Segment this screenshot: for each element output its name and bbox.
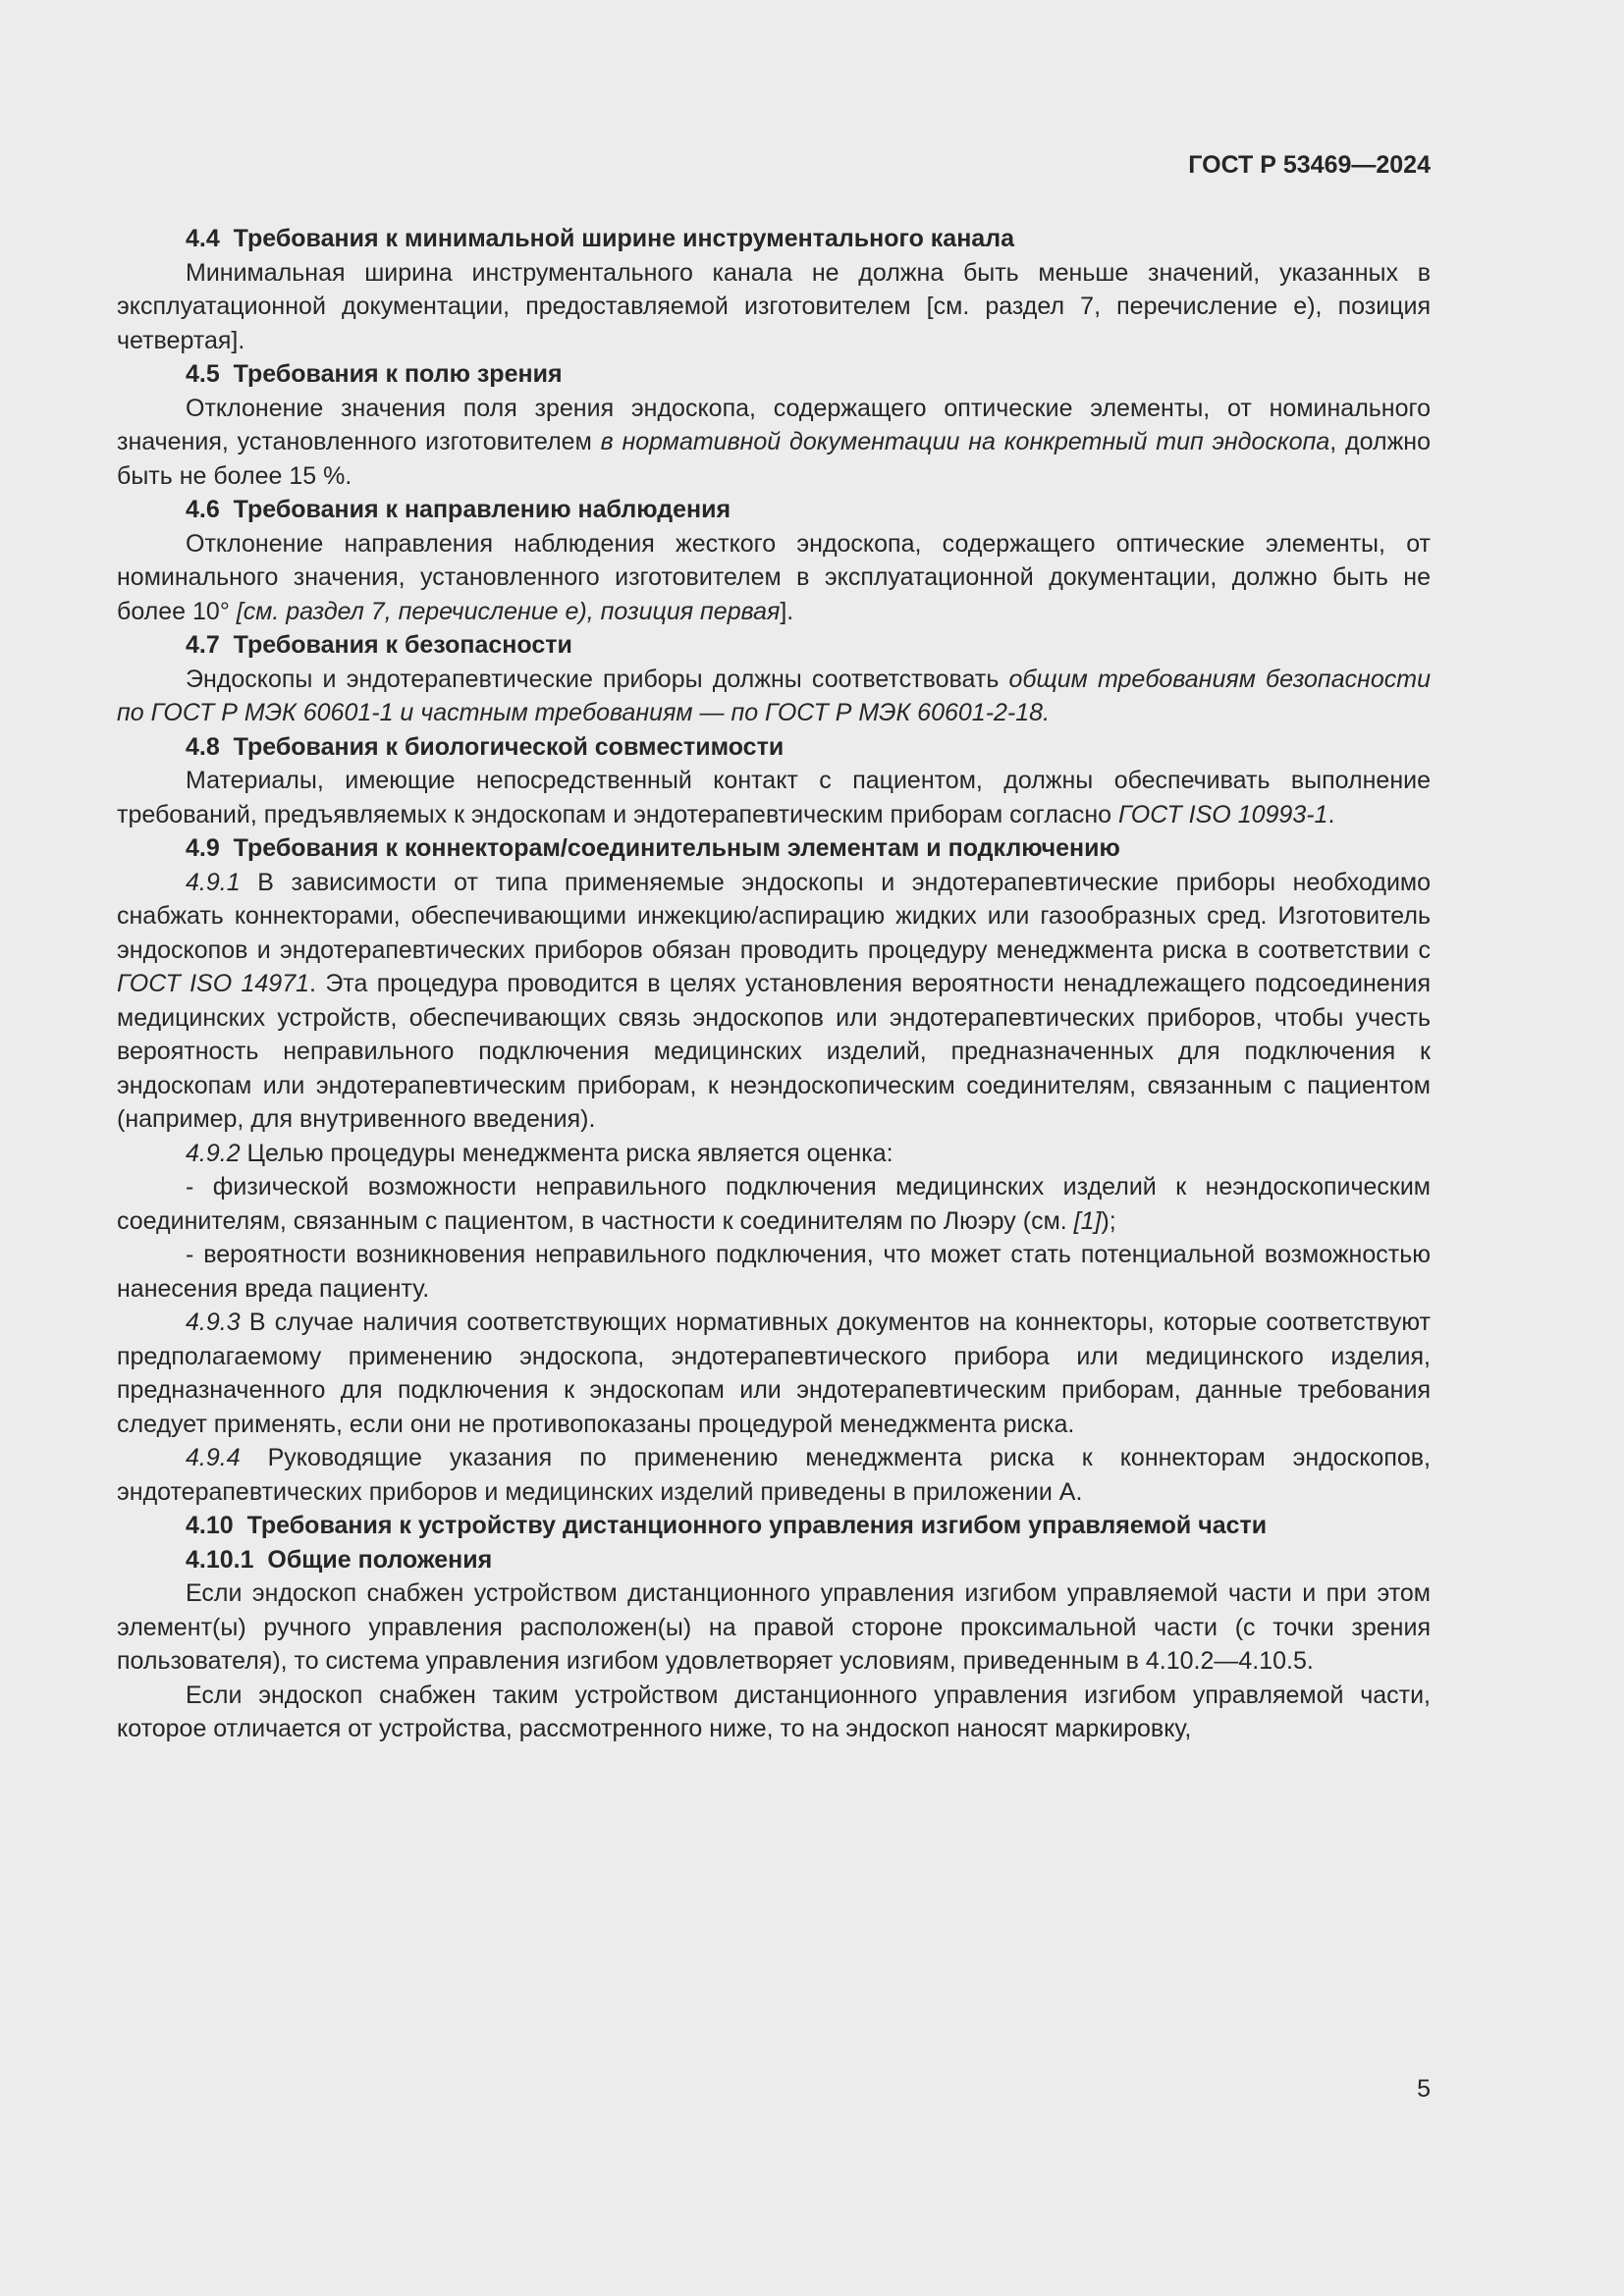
section-text-4-8 xyxy=(117,764,1431,831)
italic-text-run: ГОСТ ISO 10993-1 xyxy=(1118,800,1328,828)
clause-number: 4.9.3 xyxy=(186,1308,241,1336)
section-number: 4.4 xyxy=(186,225,220,252)
text-run: В зависимости от типа применяемые эндоскопы и эндотерапевтические приборы необходимо снабжать коннекторами, обеспечивающими инжекцию/аспирацию жидких или газообразных сред. Изготовитель эндоскопов и эндотерапевтических приборов обязан проводить процедуру менеджмента риска в соответствии с xyxy=(117,868,1431,964)
section-number: 4.10 xyxy=(186,1512,234,1539)
text-run: Материалы, имеющие непосредственный контакт с пациентом, должны обеспечивать выполнение требований, предъявляемых к эндоскопам и эндотерапевтическим приборам согласно xyxy=(117,767,1431,828)
text-run: Отклонение направления наблюдения жесткого эндоскопа, содержащего оптические элементы, от номинального значения, установленного изготовителем в эксплуатационной документации, должно быть не более 10° xyxy=(117,529,1431,625)
section-number: 4.5 xyxy=(186,360,220,388)
document-code: ГОСТ Р 53469—2024 xyxy=(1188,151,1431,179)
section-title: Требования к минимальной ширине инструментального канала xyxy=(233,225,1014,252)
section-text-4-6 xyxy=(117,527,1431,629)
section-text-4-4: Минимальная ширина инструментального канала не должна быть меньше значений, указанных в эксплуатационной документации, предоставляемой изготовителем [см. раздел 7, перечисление е), позиция четвертая]. xyxy=(117,258,1431,354)
text-run: . xyxy=(1327,800,1335,828)
section-title: Требования к безопасности xyxy=(233,631,572,659)
clause-number: 4.9.4 xyxy=(186,1444,241,1471)
section-heading-4-9 xyxy=(117,831,1431,866)
section-title: Требования к биологической совместимости xyxy=(233,732,785,761)
section-text-4-7 xyxy=(117,663,1431,730)
section-text-4-10-1-cont: Если эндоскоп снабжен таким устройством дистанционного управления изгибом управляемой части, которое отличается от устройства, рассмотренного ниже, то на эндоскоп наносят маркировку, xyxy=(117,1681,1431,1742)
section-heading-4-8 xyxy=(117,730,1431,765)
list-item xyxy=(117,1170,1431,1238)
page-number: 5 xyxy=(1417,2075,1431,2103)
list-item: - вероятности возникновения неправильного подключения, что может стать потенциальной возможностью нанесения вреда пациенту. xyxy=(117,1241,1431,1303)
italic-text-run: в нормативной документации на конкретный тип эндоскопа xyxy=(600,428,1330,455)
text-run: Руководящие указания по применению менеджмента риска к коннекторам эндоскопов, эндотерапевтических приборов и медицинских изделий приведены в приложении А. xyxy=(117,1444,1431,1506)
text-run: ]. xyxy=(780,597,794,625)
text-run: В случае наличия соответствующих нормативных документов на коннекторы, которые соответствуют предполагаемому применению эндоскопа, эндотерапевтического прибора или медицинского изделия, предназначенного для подключения к эндоскопам или эндотерапевтическим приборам, данные требования следует применять, если они не противопоказаны процедурой менеджмента риска. xyxy=(117,1308,1431,1438)
clause-4-9-1 xyxy=(117,866,1431,1137)
text-run: Эндоскопы и эндотерапевтические приборы должны соответствовать xyxy=(186,665,1009,693)
clause-4-9-4 xyxy=(117,1441,1431,1509)
clause-number: 4.9.2 xyxy=(186,1139,241,1167)
section-title: Требования к направлению наблюдения xyxy=(233,496,731,523)
text-run: Целью процедуры менеджмента риска является оценка: xyxy=(240,1139,893,1167)
section-heading-4-4 xyxy=(117,222,1431,256)
italic-text-run: ГОСТ ISO 14971 xyxy=(117,970,310,997)
section-number: 4.6 xyxy=(186,496,220,523)
section-title: Требования к полю зрения xyxy=(233,360,563,388)
clause-number: 4.9.1 xyxy=(186,868,241,896)
section-title: Требования к коннекторам/соединительным элементам и подключению xyxy=(233,834,1120,862)
section-heading-4-6 xyxy=(117,493,1431,527)
text-run: Отклонение значения поля зрения эндоскопа, содержащего оптические элементы, от номинального значения, установленного изготовителем xyxy=(117,394,1431,455)
document-body xyxy=(117,222,1431,1746)
subsection-heading-4-10-1 xyxy=(117,1543,1431,1577)
section-title: Общие положения xyxy=(267,1545,493,1574)
text-run: , должно быть не более 15 %. xyxy=(117,428,1431,490)
section-number: 4.8 xyxy=(186,732,220,761)
section-number: 4.9 xyxy=(186,834,220,862)
section-heading-4-10 xyxy=(117,1509,1431,1543)
italic-text-run: общим требованиям безопасности по ГОСТ Р МЭК 60601-1 и частным требованиям — по ГОСТ Р МЭК 60601-2-18. xyxy=(117,665,1431,726)
reference-link: [1] xyxy=(1073,1206,1102,1235)
text-run: ); xyxy=(1101,1206,1116,1235)
text-run: - физической возможности неправильного подключения медицинских изделий к неэндоскопическим соединителям, связанным с пациентом, в частности к соединителям по Люэру (см. xyxy=(117,1173,1431,1235)
section-number: 4.10.1 xyxy=(186,1545,254,1574)
italic-text-run: [см. раздел 7, перечисление е), позиция первая xyxy=(229,597,781,625)
section-heading-4-7 xyxy=(117,628,1431,663)
section-text-4-5 xyxy=(117,392,1431,494)
text-run: . Эта процедура проводится в целях установления вероятности ненадлежащего подсоединения медицинских устройств, обеспечивающих связь эндоскопов или эндотерапевтических приборов, чтобы учесть вероятность неправильного подключения медицинских изделий, предназначенных для подключения к эндоскопам или эндотерапевтическим приборам, к неэндоскопическим соединителям, связанным с пациентом (например, для внутривенного введения). xyxy=(117,970,1431,1133)
clause-4-9-2 xyxy=(117,1137,1431,1171)
section-text-4-10-1: Если эндоскоп снабжен устройством дистанционного управления изгибом управляемой части и при этом элемент(ы) ручного управления расположен(ы) на правой стороне проксимальной части (с точки зрения пользователя), то система управления изгибом удовлетворяет условиям, приведенным в 4.10.2—4.10.5. xyxy=(117,1579,1431,1675)
clause-4-9-3 xyxy=(117,1306,1431,1441)
section-number: 4.7 xyxy=(186,631,220,659)
section-heading-4-5 xyxy=(117,357,1431,392)
section-title: Требования к устройству дистанционного управления изгибом управляемой части xyxy=(246,1512,1268,1539)
